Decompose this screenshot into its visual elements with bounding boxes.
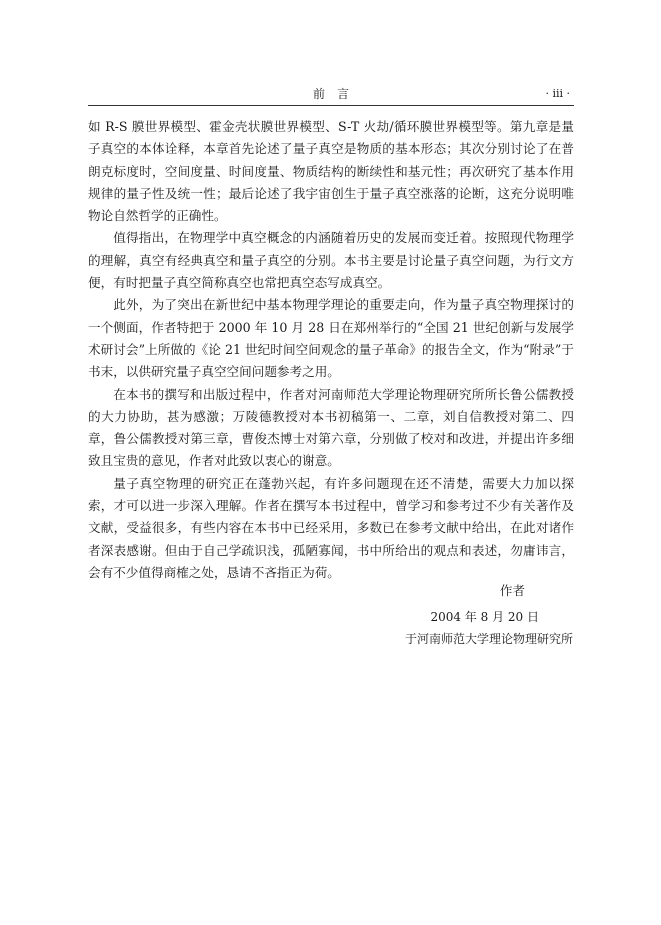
signature-author: 作者 xyxy=(499,583,525,598)
page-number: · iii · xyxy=(545,87,570,100)
signature-date: 2004 年 8 月 20 日 xyxy=(430,610,539,624)
paragraph: 量子真空物理的研究正在蓬勃兴起，有许多问题现在还不清楚，需要大力加以探索，才可以进一步深入理解。作者在撰写本书过程中，曾学习和参考过不少有关著作及文献，受益很多，有些内容在本书中已经采用，多数已在参考文献中给出，在此对诸作者深表感谢。但由于自己学疏识浅，孤陋寡闻，书中所给出的观点和表述，勿庸讳言，会有不少值得商榷之处，恳请不吝指正为荷。 xyxy=(88,475,574,580)
signature-block xyxy=(313,578,573,650)
signature-place: 于河南师范大学理论物理研究所 xyxy=(404,632,573,646)
paragraph: 在本书的撰写和出版过程中，作者对河南师范大学理论物理研究所所长鲁公儒教授的大力协助，甚为感激；万陵德教授对本书初稿第一、二章，刘自信教授对第二、四章，鲁公儒教授对第三章，曹俊杰博士对第六章，分别做了校对和改进，并提出许多细致且宝贵的意见，作者对此致以衷心的谢意。 xyxy=(88,386,574,469)
paragraph: 此外，为了突出在新世纪中基本物理学理论的重要走向，作为量子真空物理探讨的一个侧面，作者特把于 2000 年 10 月 28 日在郑州举行的“全国 21 世纪创新与发展学术研讨会”上所做的《论 21 世纪时间空间观念的量子革命》的报告全文，作为“附录”于书末，以供研究量子真空空间问题参考之用。 xyxy=(88,297,574,380)
paragraph-continued: 如 R-S 膜世界模型、霍金壳状膜世界模型、S-T 火劫/循环膜世界模型等。第九章是量子真空的本体诠释，本章首先论述了量子真空是物质的基本形态；其次分别讨论了在普朗克标度时，空间度量、时间度量、物质结构的断续性和基元性；再次研究了基本作用规律的量子性及统一性；最后论述了我宇宙创生于量子真空涨落的论断，这充分说明唯物论自然哲学的正确性。 xyxy=(88,119,574,224)
header-rule xyxy=(88,105,574,106)
running-header-title: 前言 xyxy=(312,87,361,101)
running-header xyxy=(88,84,574,104)
paragraph: 值得指出，在物理学中真空概念的内涵随着历史的发展而变迁着。按照现代物理学的理解，真空有经典真空和量子真空的分别。本书主要是讨论量子真空问题，为行文方便，有时把量子真空简称真空也常把真空态写成真空。 xyxy=(88,230,574,291)
preface-body xyxy=(88,116,574,584)
